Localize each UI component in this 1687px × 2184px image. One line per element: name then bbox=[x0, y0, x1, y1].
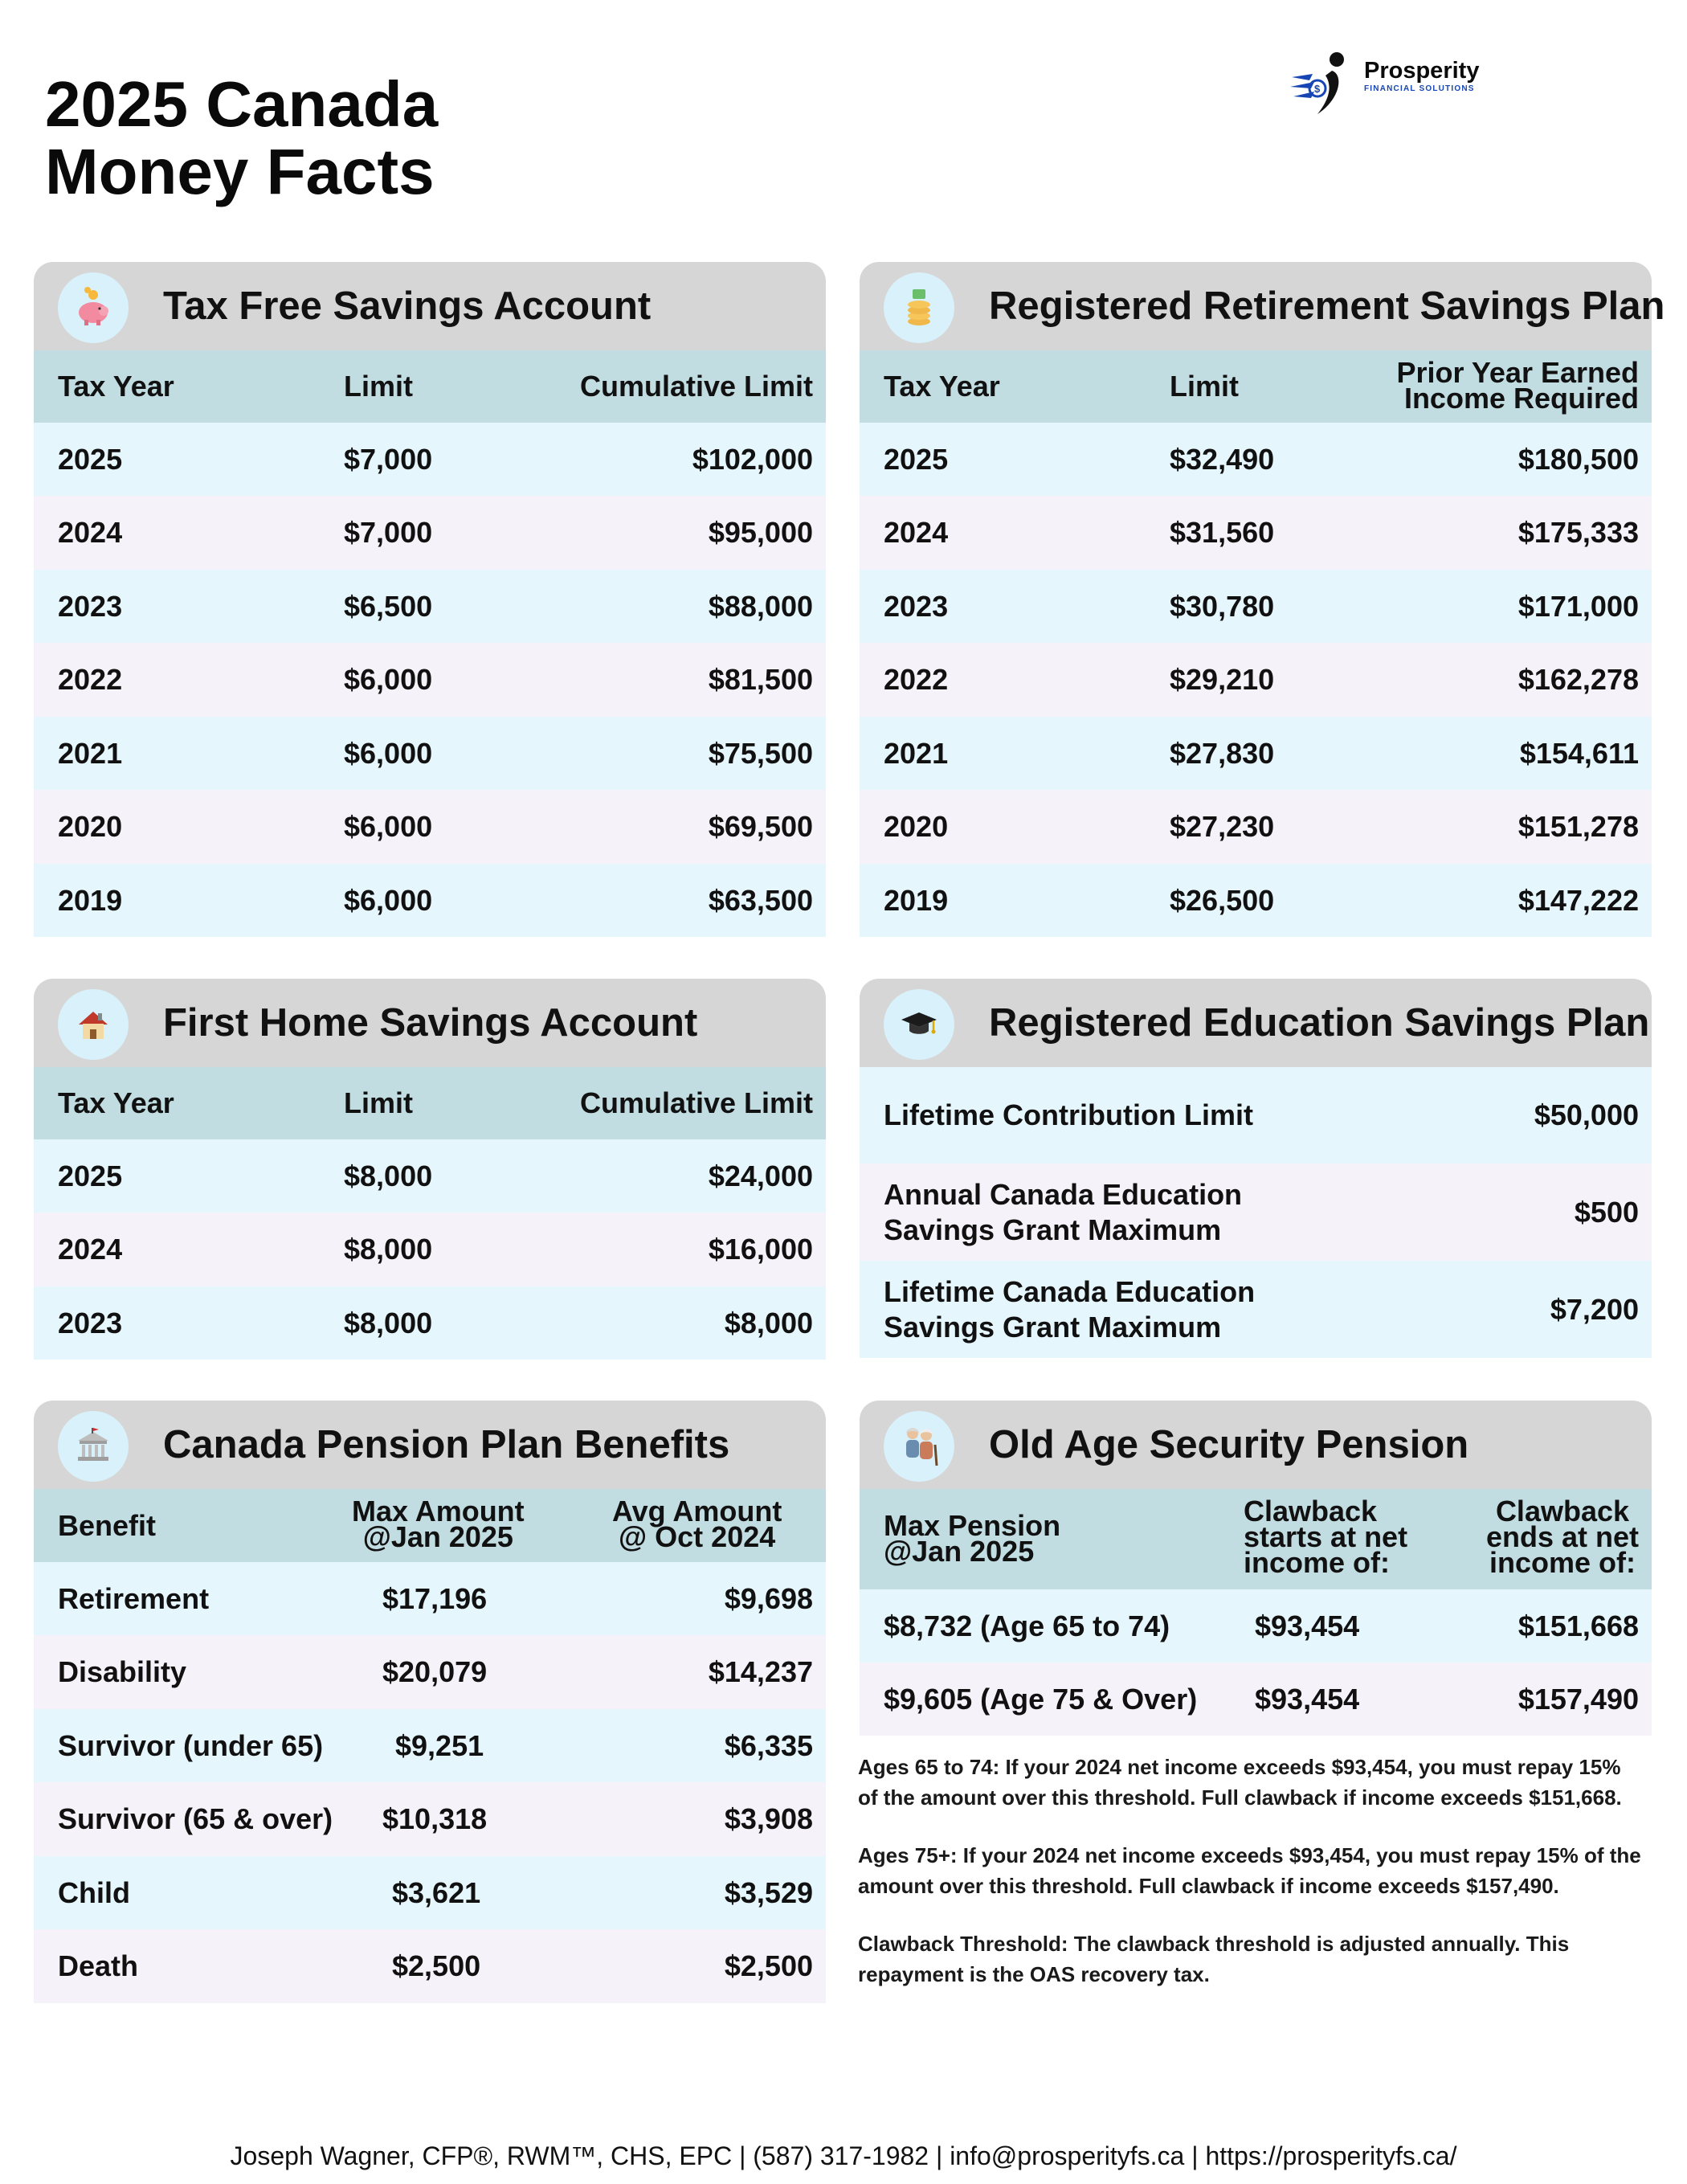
table-row bbox=[34, 570, 826, 643]
table-row bbox=[34, 790, 826, 864]
tfsa-header bbox=[34, 262, 826, 350]
fhsa-panel bbox=[34, 979, 826, 1360]
fhsa-cell-cumulative: $8,000 bbox=[724, 1306, 813, 1339]
rrsp-cell-year: 2019 bbox=[884, 883, 949, 917]
oas-col-clawback-start-line1: Clawback bbox=[1244, 1495, 1378, 1528]
fhsa-cell-limit: $8,000 bbox=[344, 1233, 433, 1266]
table-row bbox=[34, 1562, 826, 1635]
cpp-cell-avg: $14,237 bbox=[708, 1655, 813, 1688]
tfsa-cell-limit: $6,000 bbox=[344, 736, 433, 770]
rrsp-col-income-required bbox=[1396, 356, 1640, 415]
oas-col-clawback-start-line2: starts at net bbox=[1244, 1520, 1408, 1553]
resp-label-annual-grant-line1: Annual Canada Education bbox=[884, 1177, 1243, 1211]
tfsa-cell-year: 2024 bbox=[58, 516, 123, 549]
tfsa-cell-year: 2022 bbox=[58, 663, 123, 696]
resp-panel bbox=[860, 979, 1652, 1358]
oas-cell-max-pension: $8,732 (Age 65 to 74) bbox=[884, 1609, 1170, 1642]
oas-table-header bbox=[860, 1489, 1652, 1589]
tfsa-cell-year: 2023 bbox=[58, 589, 123, 623]
fhsa-table-body bbox=[34, 1139, 826, 1360]
resp-label-annual-grant-line2: Savings Grant Maximum bbox=[884, 1213, 1222, 1246]
rrsp-cell-year: 2022 bbox=[884, 663, 949, 696]
tfsa-cell-cumulative: $88,000 bbox=[708, 589, 813, 623]
rrsp-col-income-required-line1: Prior Year Earned bbox=[1396, 356, 1639, 389]
oas-header bbox=[860, 1401, 1652, 1489]
cpp-col-max-amount-line2: @Jan 2025 bbox=[362, 1520, 513, 1553]
cpp-cell-avg: $3,529 bbox=[724, 1875, 813, 1909]
table-row bbox=[34, 1286, 826, 1360]
table-row bbox=[34, 1635, 826, 1709]
cpp-col-avg-amount-line1: Avg Amount bbox=[612, 1495, 782, 1528]
table-row bbox=[34, 643, 826, 717]
fhsa-title: First Home Savings Account bbox=[163, 1001, 698, 1045]
table-row bbox=[34, 1929, 826, 2003]
table-row bbox=[860, 496, 1652, 570]
rrsp-col-income-required-line2: Income Required bbox=[1403, 382, 1639, 415]
cpp-cell-max: $9,251 bbox=[395, 1728, 484, 1762]
tfsa-col-tax-year: Tax Year bbox=[58, 370, 174, 403]
rrsp-cell-income: $180,500 bbox=[1517, 442, 1639, 476]
tfsa-cell-cumulative: $95,000 bbox=[708, 516, 813, 549]
fhsa-cell-year: 2024 bbox=[58, 1233, 123, 1266]
rrsp-cell-income: $151,278 bbox=[1517, 810, 1639, 843]
fhsa-cell-year: 2025 bbox=[58, 1159, 123, 1192]
cpp-cell-benefit: Child bbox=[58, 1875, 130, 1909]
oas-note-ages-75-plus-line1: Ages 75+: If your 2024 net income exceeds $93,454, you must repay 15% of the bbox=[858, 1843, 1641, 1867]
logo-tagline: FINANCIAL SOLUTIONS bbox=[1364, 84, 1475, 93]
oas-col-max-pension-line1: Max Pension bbox=[884, 1509, 1061, 1542]
fhsa-cell-limit: $8,000 bbox=[344, 1306, 433, 1339]
table-row bbox=[860, 790, 1652, 864]
table-row bbox=[34, 496, 826, 570]
table-row bbox=[860, 1261, 1652, 1358]
resp-label-lifetime-contribution: Lifetime Contribution Limit bbox=[884, 1098, 1253, 1131]
tfsa-cell-cumulative: $63,500 bbox=[708, 883, 813, 917]
fhsa-cell-limit: $8,000 bbox=[344, 1159, 433, 1192]
house-icon bbox=[58, 989, 129, 1060]
cpp-cell-avg: $2,500 bbox=[724, 1949, 813, 1982]
rrsp-cell-income: $162,278 bbox=[1517, 663, 1639, 696]
prosperity-logo bbox=[1285, 50, 1494, 122]
rrsp-table-header bbox=[860, 350, 1652, 423]
fhsa-table-header bbox=[34, 1067, 826, 1139]
cpp-cell-benefit: Disability bbox=[58, 1655, 187, 1688]
rrsp-cell-income: $154,611 bbox=[1519, 736, 1639, 770]
oas-note-ages-65-74 bbox=[858, 1752, 1661, 1813]
fhsa-cell-cumulative: $16,000 bbox=[708, 1233, 813, 1266]
fhsa-col-tax-year: Tax Year bbox=[58, 1086, 174, 1119]
fhsa-cell-cumulative: $24,000 bbox=[708, 1159, 813, 1192]
table-row bbox=[34, 1782, 826, 1856]
resp-label-lifetime-grant-line1: Lifetime Canada Education bbox=[884, 1274, 1256, 1308]
rrsp-cell-limit: $27,230 bbox=[1170, 810, 1275, 843]
oas-note-clawback-threshold-line1: Clawback Threshold: The clawback threshold is adjusted annually. This bbox=[858, 1932, 1570, 1956]
tfsa-cell-cumulative: $81,500 bbox=[708, 663, 813, 696]
coin-stack-icon bbox=[884, 272, 954, 343]
oas-note-ages-65-74-line2: of the amount over this threshold. Full clawback if income exceeds $151,668. bbox=[858, 1785, 1622, 1810]
oas-col-clawback-end-line3: income of: bbox=[1489, 1546, 1636, 1579]
tfsa-cell-limit: $6,000 bbox=[344, 883, 433, 917]
cpp-col-benefit: Benefit bbox=[58, 1508, 157, 1542]
resp-value-lifetime-contribution: $50,000 bbox=[1534, 1098, 1639, 1131]
cpp-cell-benefit: Survivor (under 65) bbox=[58, 1728, 324, 1762]
rrsp-table-body bbox=[860, 423, 1652, 937]
oas-col-max-pension bbox=[884, 1509, 1061, 1568]
oas-col-clawback-start bbox=[1244, 1495, 1408, 1579]
table-row bbox=[34, 423, 826, 496]
cpp-cell-benefit: Retirement bbox=[58, 1581, 210, 1615]
table-row bbox=[860, 643, 1652, 717]
cpp-table-body bbox=[34, 1562, 826, 2003]
table-row bbox=[860, 570, 1652, 643]
tfsa-cell-limit: $6,500 bbox=[344, 589, 433, 623]
tfsa-col-cumulative-limit: Cumulative Limit bbox=[579, 370, 813, 403]
tfsa-cell-limit: $6,000 bbox=[344, 663, 433, 696]
cpp-col-max-amount bbox=[352, 1495, 525, 1553]
rrsp-cell-year: 2021 bbox=[884, 736, 949, 770]
tfsa-cell-year: 2020 bbox=[58, 810, 123, 843]
rrsp-header bbox=[860, 262, 1665, 350]
cpp-col-avg-amount-line2: @ Oct 2024 bbox=[619, 1520, 776, 1553]
resp-table-body bbox=[860, 1067, 1652, 1358]
resp-label-lifetime-grant-line2: Savings Grant Maximum bbox=[884, 1310, 1222, 1344]
tfsa-cell-limit: $7,000 bbox=[344, 516, 433, 549]
oas-panel bbox=[860, 1401, 1652, 1736]
oas-cell-clawback-end: $151,668 bbox=[1517, 1609, 1639, 1642]
cpp-title: Canada Pension Plan Benefits bbox=[163, 1423, 730, 1466]
oas-col-max-pension-line2: @Jan 2025 bbox=[884, 1535, 1035, 1568]
tfsa-cell-year: 2025 bbox=[58, 442, 123, 476]
oas-col-clawback-start-line3: income of: bbox=[1244, 1546, 1391, 1579]
table-row bbox=[34, 717, 826, 790]
oas-col-clawback-end-line2: ends at net bbox=[1485, 1520, 1639, 1553]
tfsa-panel bbox=[34, 262, 826, 937]
logo-name: Prosperity bbox=[1364, 58, 1480, 84]
rrsp-cell-limit: $30,780 bbox=[1170, 589, 1275, 623]
rrsp-title: Registered Retirement Savings Plan bbox=[989, 284, 1665, 328]
cpp-cell-avg: $6,335 bbox=[724, 1728, 813, 1762]
rrsp-col-tax-year: Tax Year bbox=[884, 370, 1000, 403]
page-title bbox=[45, 68, 439, 207]
cpp-col-avg-amount bbox=[612, 1495, 782, 1553]
rrsp-cell-income: $147,222 bbox=[1517, 883, 1639, 917]
oas-cell-clawback-end: $157,490 bbox=[1517, 1682, 1639, 1716]
rrsp-cell-limit: $32,490 bbox=[1170, 442, 1275, 476]
cpp-cell-avg: $9,698 bbox=[724, 1581, 813, 1615]
table-row bbox=[34, 1856, 826, 1929]
footer-contact: Joseph Wagner, CFP®, RWM™, CHS, EPC | (587) 317-1982 | info@prosperityfs.ca | https://prosperityfs.ca/ bbox=[230, 2141, 1457, 2170]
table-row bbox=[860, 864, 1652, 937]
cpp-cell-max: $2,500 bbox=[392, 1949, 481, 1982]
oas-table-body bbox=[860, 1589, 1652, 1736]
cpp-panel bbox=[34, 1401, 826, 2003]
table-row bbox=[860, 717, 1652, 790]
tfsa-table-body bbox=[34, 423, 826, 937]
oas-note-ages-75-plus bbox=[858, 1840, 1661, 1901]
bank-building-icon bbox=[58, 1411, 129, 1482]
rrsp-panel bbox=[860, 262, 1665, 937]
cpp-cell-max: $3,621 bbox=[392, 1875, 481, 1909]
oas-col-clawback-end bbox=[1485, 1495, 1639, 1579]
rrsp-cell-year: 2020 bbox=[884, 810, 949, 843]
rrsp-cell-limit: $27,830 bbox=[1170, 736, 1275, 770]
tfsa-cell-cumulative: $75,500 bbox=[708, 736, 813, 770]
cpp-cell-max: $10,318 bbox=[382, 1802, 488, 1835]
svg-text:$: $ bbox=[1314, 83, 1321, 95]
table-row bbox=[34, 1709, 826, 1782]
oas-title: Old Age Security Pension bbox=[989, 1423, 1469, 1466]
oas-note-clawback-threshold bbox=[858, 1928, 1661, 1990]
rrsp-cell-income: $171,000 bbox=[1517, 589, 1639, 623]
cpp-header bbox=[34, 1401, 826, 1489]
piggy-bank-icon bbox=[58, 272, 129, 343]
elderly-couple-icon bbox=[884, 1411, 954, 1482]
tfsa-cell-limit: $7,000 bbox=[344, 442, 433, 476]
resp-label-annual-grant bbox=[884, 1177, 1242, 1248]
tfsa-cell-cumulative: $102,000 bbox=[692, 442, 813, 476]
rrsp-cell-year: 2024 bbox=[884, 516, 949, 549]
fhsa-col-cumulative-limit: Cumulative Limit bbox=[579, 1086, 813, 1119]
cpp-cell-max: $17,196 bbox=[382, 1581, 488, 1615]
cpp-cell-avg: $3,908 bbox=[724, 1802, 813, 1835]
prosperity-logo-mark-icon bbox=[1285, 50, 1358, 122]
tfsa-cell-year: 2021 bbox=[58, 736, 123, 770]
rrsp-cell-year: 2023 bbox=[884, 589, 949, 623]
tfsa-cell-limit: $6,000 bbox=[344, 810, 433, 843]
fhsa-header bbox=[34, 979, 826, 1067]
table-row bbox=[860, 423, 1652, 496]
resp-title: Registered Education Savings Plan bbox=[989, 1001, 1650, 1045]
rrsp-cell-year: 2025 bbox=[884, 442, 949, 476]
cpp-cell-benefit: Death bbox=[58, 1949, 139, 1982]
oas-cell-clawback-start: $93,454 bbox=[1255, 1682, 1360, 1716]
oas-cell-clawback-start: $93,454 bbox=[1255, 1609, 1360, 1642]
cpp-table-header bbox=[34, 1489, 826, 1562]
page-title-line-1: 2025 Canada bbox=[45, 68, 439, 140]
resp-value-lifetime-grant: $7,200 bbox=[1550, 1292, 1639, 1326]
table-row bbox=[860, 1589, 1652, 1663]
rrsp-cell-limit: $26,500 bbox=[1170, 883, 1275, 917]
rrsp-cell-limit: $29,210 bbox=[1170, 663, 1275, 696]
oas-cell-max-pension: $9,605 (Age 75 & Over) bbox=[884, 1682, 1198, 1716]
oas-note-ages-75-plus-line2: amount over this threshold. Full clawback if income exceeds $157,490. bbox=[858, 1874, 1559, 1898]
table-row bbox=[34, 1213, 826, 1286]
oas-col-clawback-end-line1: Clawback bbox=[1495, 1495, 1630, 1528]
cpp-cell-max: $20,079 bbox=[382, 1655, 488, 1688]
oas-note-clawback-threshold-line2: repayment is the OAS recovery tax. bbox=[858, 1962, 1210, 1986]
oas-notes bbox=[858, 1752, 1661, 2017]
fhsa-cell-year: 2023 bbox=[58, 1306, 123, 1339]
tfsa-cell-cumulative: $69,500 bbox=[708, 810, 813, 843]
resp-value-annual-grant: $500 bbox=[1574, 1195, 1639, 1229]
cpp-col-max-amount-line1: Max Amount bbox=[352, 1495, 525, 1528]
tfsa-cell-year: 2019 bbox=[58, 883, 123, 917]
rrsp-col-limit: Limit bbox=[1170, 370, 1239, 403]
table-row bbox=[34, 864, 826, 937]
tfsa-table-header bbox=[34, 350, 826, 423]
resp-label-lifetime-grant bbox=[884, 1274, 1255, 1345]
rrsp-cell-income: $175,333 bbox=[1517, 516, 1639, 549]
table-row bbox=[34, 1139, 826, 1213]
table-row bbox=[860, 1067, 1652, 1164]
rrsp-cell-limit: $31,560 bbox=[1170, 516, 1275, 549]
fhsa-col-limit: Limit bbox=[344, 1086, 413, 1119]
page-title-line-2: Money Facts bbox=[45, 136, 435, 207]
tfsa-col-limit: Limit bbox=[344, 370, 413, 403]
table-row bbox=[860, 1164, 1652, 1261]
table-row bbox=[860, 1663, 1652, 1736]
resp-header bbox=[860, 979, 1652, 1067]
graduation-cap-icon bbox=[884, 989, 954, 1060]
cpp-cell-benefit: Survivor (65 & over) bbox=[58, 1802, 333, 1835]
tfsa-title: Tax Free Savings Account bbox=[163, 284, 652, 328]
oas-note-ages-65-74-line1: Ages 65 to 74: If your 2024 net income exceeds $93,454, you must repay 15% bbox=[858, 1755, 1621, 1779]
